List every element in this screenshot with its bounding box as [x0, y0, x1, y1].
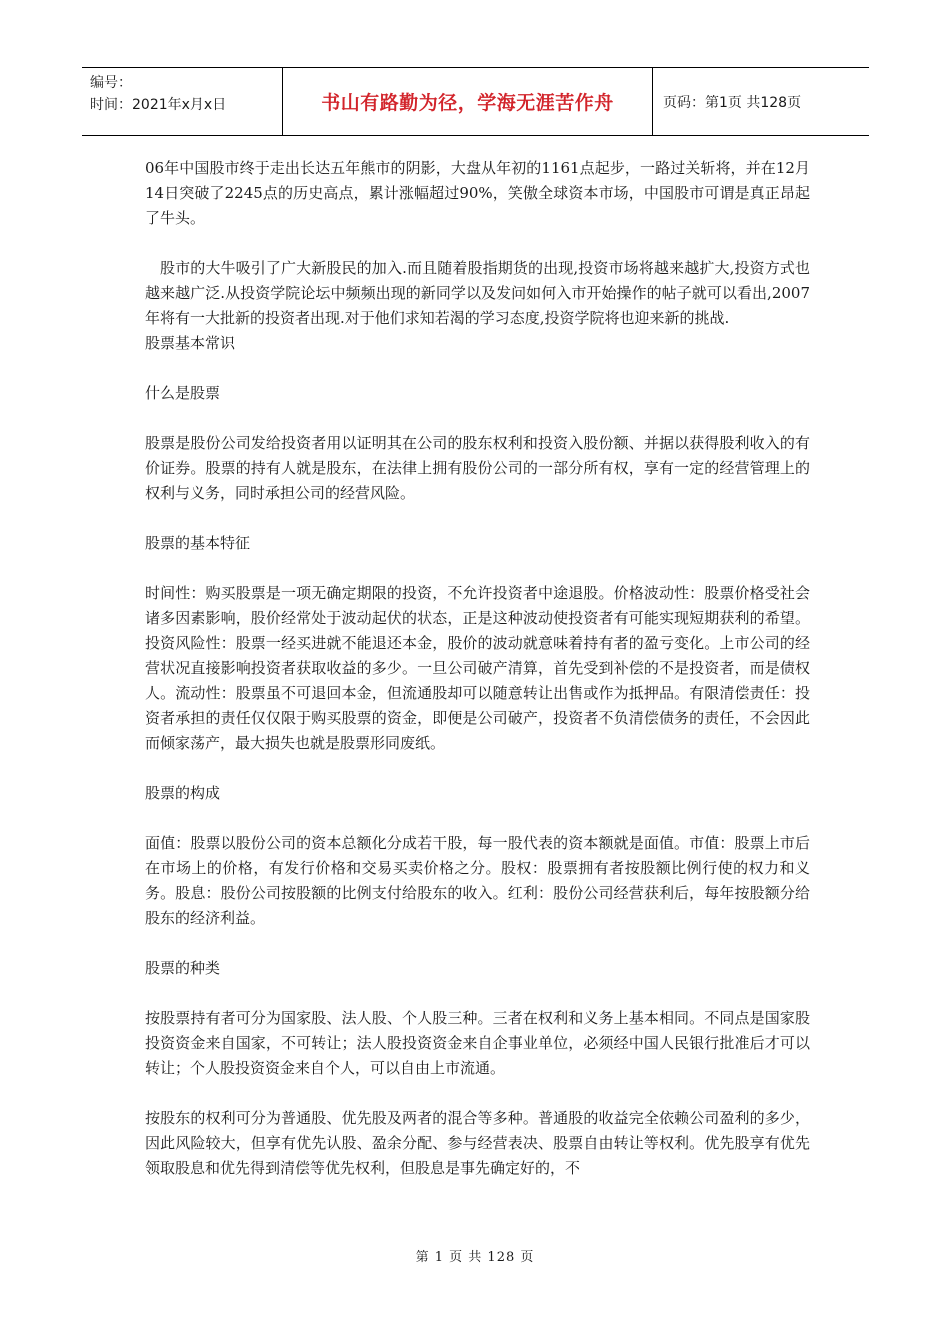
- paragraph: 按股票持有者可分为国家股、法人股、个人股三种。三者在权利和义务上基本相同。不同点是国家股投资资金来自国家，不可转让；法人股投资资金来自企事业单位，必须经中国人民银行批准后才可以转让；个人股投资资金来自个人，可以自由上市流通。: [145, 1009, 810, 1077]
- header-motto: 书山有路勤为径，学海无涯苦作舟: [282, 68, 653, 135]
- section-heading: 股票的构成: [145, 784, 221, 802]
- section-heading: 股票的种类: [145, 959, 221, 977]
- paragraph: 股票是股份公司发给投资者用以证明其在公司的股东权利和投资入股份额、并据以获得股利收入的有价证券。股票的持有人就是股东，在法律上拥有股份公司的一部分所有权，享有一定的经营管理上的权利与义务，同时承担公司的经营风险。: [145, 434, 810, 502]
- document-body: [145, 156, 810, 1181]
- page-header: [82, 67, 869, 136]
- header-info-cell: [82, 68, 282, 135]
- paragraph: 时间性：购买股票是一项无确定期限的投资，不允许投资者中途退股。价格波动性：股票价格受社会诸多因素影响，股价经常处于波动起伏的状态，正是这种波动使投资者有可能实现短期获利的希望。投资风险性：股票一经买进就不能退还本金，股价的波动就意味着持有者的盈亏变化。上市公司的经营状况直接影响投资者获取收益的多少。一旦公司破产清算，首先受到补偿的不是投资者，而是债权人。流动性：股票虽不可退回本金，但流通股却可以随意转让出售或作为抵押品。有限清偿责任：投资者承担的责任仅仅限于购买股票的资金，即便是公司破产，投资者不负清偿债务的责任，不会因此而倾家荡产，最大损失也就是股票形同废纸。: [145, 584, 810, 752]
- paragraph: 06年中国股市终于走出长达五年熊市的阴影，大盘从年初的1161点起步，一路过关斩将，并在12月14日突破了2245点的历史高点，累计涨幅超过90%，笑傲全球资本市场，中国股市可谓是真正昂起了牛头。: [145, 159, 810, 227]
- document-date-label: 时间：2021年x月x日: [90, 97, 227, 113]
- section-heading: 什么是股票: [145, 384, 221, 402]
- paragraph: 面值：股票以股份公司的资本总额化分成若干股，每一股代表的资本额就是面值。市值：股票上市后在市场上的价格，有发行价格和交易买卖价格之分。股权：股票拥有者按股额比例行使的权力和义务。股息：股份公司按股额的比例支付给股东的收入。红利：股份公司经营获利后，每年按股额分给股东的经济利益。: [145, 834, 810, 927]
- header-page-number: 页码：第1页 共128页: [663, 94, 802, 111]
- paragraph: 股市的大牛吸引了广大新股民的加入.而且随着股指期货的出现,投资市场将越来越扩大,投资方式也越来越广泛.从投资学院论坛中频频出现的新同学以及发问如何入市开始操作的帖子就可以看出,2007年将有一大批新的投资者出现.对于他们求知若渴的学习态度,投资学院将也迎来新的挑战.: [145, 259, 810, 327]
- section-heading: 股票基本常识: [145, 334, 236, 352]
- paragraph: 按股东的权利可分为普通股、优先股及两者的混合等多种。普通股的收益完全依赖公司盈利的多少，因此风险较大，但享有优先认股、盈余分配、参与经营表决、股票自由转让等权利。优先股享有优先领取股息和优先得到清偿等优先权利，但股息是事先确定好的，不: [145, 1109, 810, 1177]
- page-footer: 第 1 页 共 128 页: [415, 1250, 535, 1265]
- section-heading: 股票的基本特征: [145, 534, 251, 552]
- document-number-label: 编号：: [90, 75, 132, 91]
